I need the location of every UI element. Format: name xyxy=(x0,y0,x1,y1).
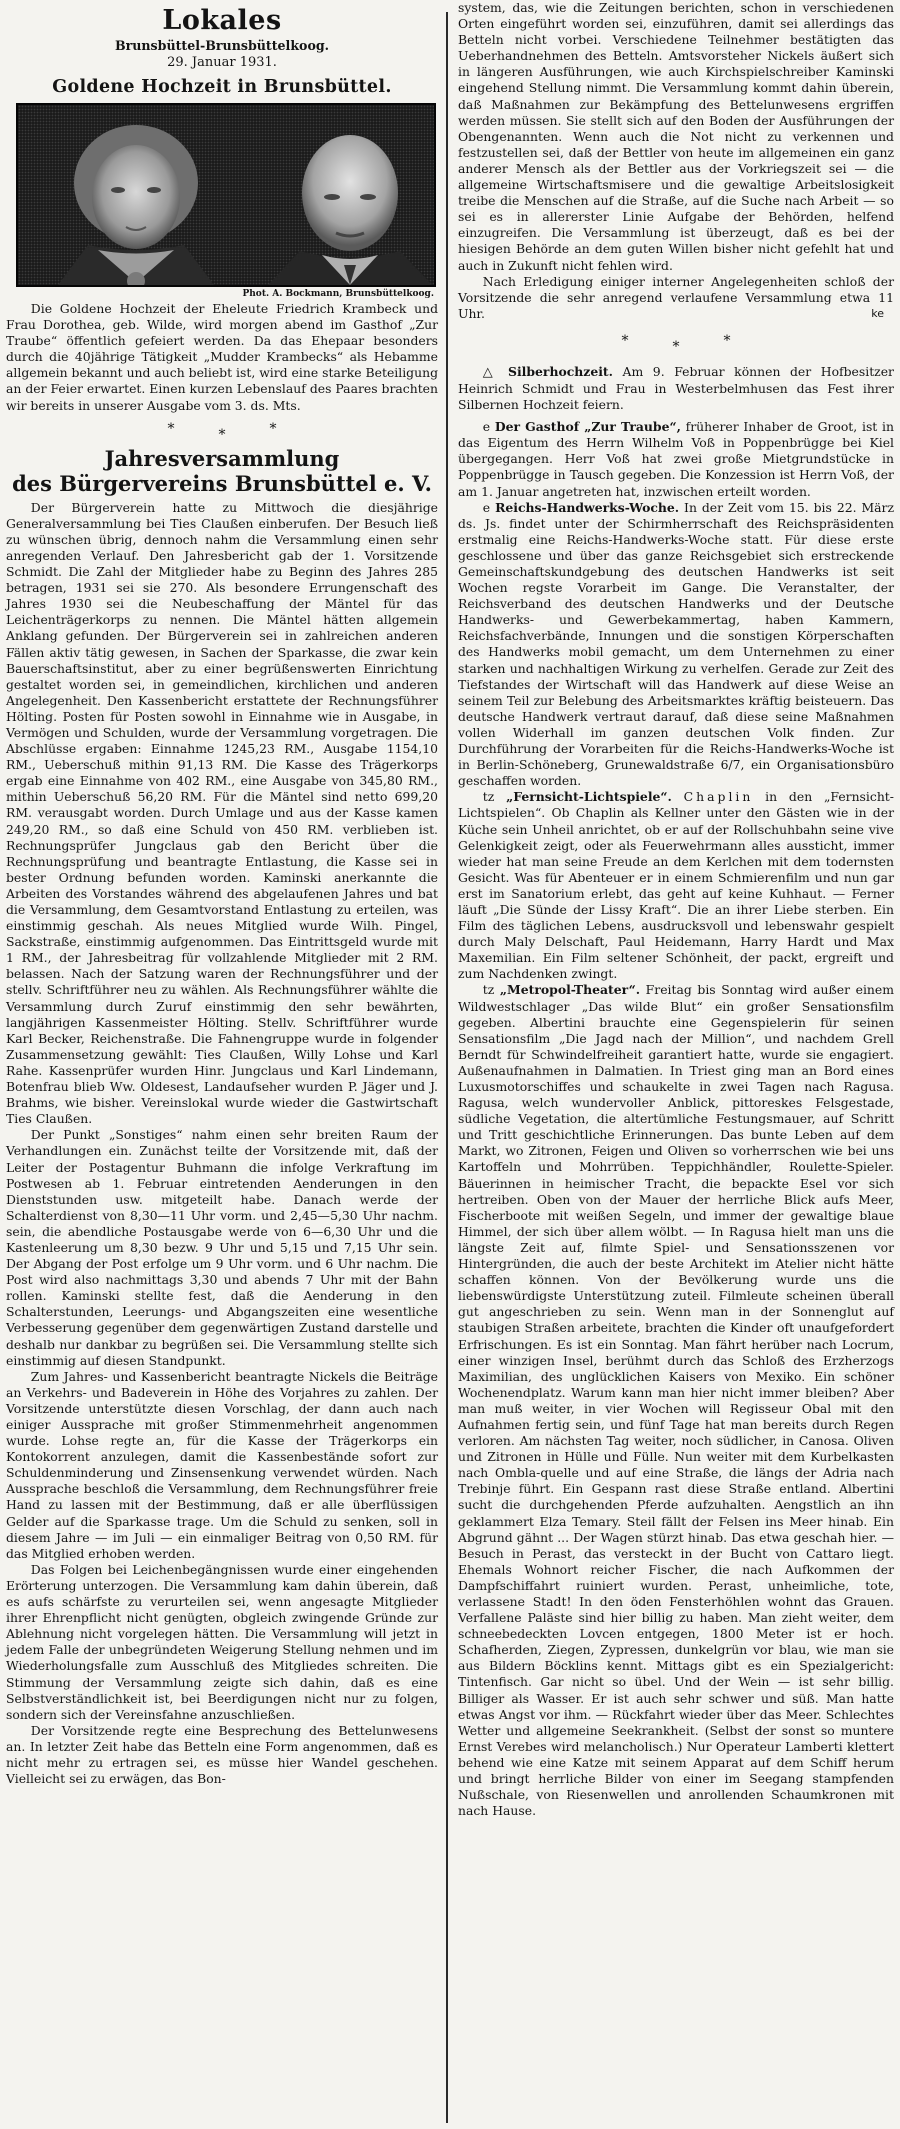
notice-handwerks-woche xyxy=(458,500,894,790)
separator-star: * xyxy=(167,420,219,437)
photo-credit: Phot. A. Bockmann, Brunsbüttelkoog. xyxy=(242,289,434,299)
meeting-paragraph: Zum Jahres- und Kassenbericht beantragte Nickels die Beiträge an Verkehrs- und Badeverein in Höhe des Vorjahres zu zahlen. Der Vorsitzende unterstützte diesen Vorschlag, der dann auch nach einiger Aussprache mit großer Stimmenmehrheit angenommen wurde. Lohse regte an, für die Kasse der Trägerkorps ein Kontokorrent anzulegen, damit die Kassenbestände sofort zur Schuldenminderung und Zinsensenkung verwendet würden. Nach Aussprache beschloß die Versammlung, dem Rechnungsführer freie Hand zu lassen mit der Bestimmung, daß er alle überflüssigen Gelder auf die Sparkasse trage. Um die Schuld zu senken, soll in diesem Jahre — im Juli — ein einmaliger Beitrag von 0,50 RM. für das Mitglied erhoben werden. xyxy=(6,1368,438,1561)
notice-silver-wedding xyxy=(458,364,894,413)
meeting-paragraph: Der Punkt „Sonstiges“ nahm einen sehr breiten Raum der Verhandlungen ein. Zunächst teilte der Vorsitzende mit, daß der Leiter der Postagentur Buhmann die infolge Verkraftung im Postwesen ab 1. Februar eintretenden Aenderungen in den Dienststunden usw. mitgeteilt habe. Danach werde der Schalterdienst von 8,30—11 Uhr vorm. und 2,45—5,30 Uhr nachm. sein, die abendliche Postausgabe werde von 6—6,30 Uhr und die Kastenleerung um 8,30 bezw. 9 Uhr und 5,15 und 7,15 Uhr sein. Der Abgang der Post erfolge um 9 Uhr vorm. und 6 Uhr nachm. Die Post wird also nachmittags 3,30 und abends 7 Uhr mit der Bahn rollen. Kaminski stellte fest, daß die Aenderung in den Schalterstunden, Leerungs- und Abgangszeiten eine wesentliche Verbesserung gegenüber dem gegenwärtigen Zustand darstelle und deshalb nur dankbar zu begrüßen sei. Die Versammlung stellte sich einstimmig auf diesen Standpunkt. xyxy=(6,1127,438,1368)
notice-metropol-theater xyxy=(458,982,894,1819)
meeting-closing-text: Nach Erledigung einiger interner Angelegenheiten schloß der Vorsitzende die sehr anregend verlaufene Versammlung etwa 11 Uhr. xyxy=(458,273,894,321)
annual-meeting-headline-1: Jahresversammlung xyxy=(104,445,340,471)
notice-body: In der Zeit vom 15. bis 22. März ds. Js. findet unter der Schirmherrschaft des Reichspräsidenten erstmalig eine Reichs-Handwerks-Woche statt. Für diese erste geschlossene und über das ganze Reichsgebiet sich erstreckende Gemeinschaftskundgebung des deutschen Handwerks ist seit Wochen regste Vorarbeit im Gange. Die Veranstalter, der Reichsverband des deutschen Handwerks und der Deutsche Handwerks- und Gewerbekammertag, haben Kammern, Reichsfachverbände, Innungen und die sonstigen Körperschaften des Handwerks mobil gemacht, um dem Unternehmen zu einer starken und nachhaltigen Wirkung zu verhelfen. Gerade zur Zeit des Tiefstandes der Wirtschaft will das Handwerk auf diese Weise an seinem Teil zur Belebung des Arbeitsmarktes kräftig beisteuern. Das deutsche Handwerk vertraut darauf, daß diese seine Maßnahmen vollen Widerhall im ganzen deutschen Volk finden. Zur Durchführung der Vorarbeiten für die Reichs-Handwerks-Woche ist in Berlin-Schöneberg, Grunewaldstraße 6/7, ein Organisationsbüro geschaffen worden. xyxy=(458,499,894,789)
separator-star: * xyxy=(269,420,321,437)
annual-meeting-headline-2: des Bürgervereins Brunsbüttel e. V. xyxy=(12,470,432,496)
separator-star: * xyxy=(723,332,775,349)
column-divider xyxy=(446,12,448,2123)
meeting-continuation: system, das, wie die Zeitungen berichten, schon in verschiedenen Orten eingeführt worden sei, einzuführen, damit sei allerdings das Betteln nicht vorbei. Verschiedene Teilnehmer bestätigten das Ueberhandnehmen des Betteln. Amtsvorsteher Nickels äußert sich in längeren Ausführungen, wie auch Kirchspielschreiber Kaminski eingehend Stellung nimmt. Die Versammlung kommt dahin überein, daß Maßnahmen zur Bekämpfung des Bettelunwesens ergriffen werden müssen. Sie stellt sich auf den Boden der Ausführungen der Obengenannten. Wenn auch die Not nicht zu verkennen und festzustellen sei, daß der Bettler von heute im allgemeinen ein ganz anderer Mensch als der Bettler aus der Vorkriegszeit sei — die allgemeine Wirtschaftsmisere und die gewaltige Arbeitslosigkeit treibe die Menschen auf die Straße, auf die Suche nach Arbeit — so sei es in allererster Linie Aufgabe der Behörden, helfend einzugreifen. Die Versammlung ist überzeugt, daß es bei der hiesigen Behörde an dem guten Willen bisher nicht gefehlt hat und auch in Zukunft nicht fehlen wird. xyxy=(458,0,894,273)
separator-star: * xyxy=(672,338,724,355)
right-column xyxy=(458,0,894,2129)
notice-marker: e xyxy=(482,499,491,515)
couple-portrait-image xyxy=(18,105,434,285)
notice-spaced-lead: Chaplin xyxy=(683,789,754,805)
notice-marker: tz xyxy=(482,789,495,805)
notice-title: Der Gasthof „Zur Traube“, xyxy=(494,419,681,435)
notice-gasthof xyxy=(458,419,894,499)
triangle-marker-icon: △ xyxy=(482,364,499,380)
section-separator xyxy=(6,420,438,443)
notice-title: „Metropol-Theater“. xyxy=(499,982,641,998)
section-separator xyxy=(458,332,894,355)
couple-photo xyxy=(16,103,436,287)
golden-wedding-body: Die Goldene Hochzeit der Eheleute Friedrich Krambeck und Frau Dorothea, geb. Wilde, wird morgen abend im Gasthof „Zur Traube“ öffentlich gefeiert werden. Da das Ehepaar besonders durch die 40jährige Tätigkeit „Mudder Krambecks“ als Hebamme allgemein bekannt und auch beliebt ist, wird eine starke Beteiligung an der Feier erwartet. Einen kurzen Lebenslauf des Paares brachten wir bereits in unserer Ausgabe vom 3. ds. Mts. xyxy=(6,301,438,413)
notice-marker: tz xyxy=(482,982,495,998)
notice-body: Am 9. Februar können der Hofbesitzer Heinrich Schmidt und Frau in Westerbelmhusen das Fest ihrer Silbernen Hochzeit feiern. xyxy=(458,363,894,413)
notice-title: Reichs-Handwerks-Woche. xyxy=(495,499,680,515)
notice-body: früherer Inhaber de Groot, ist in das Eigentum des Herrn Wilhelm Voß in Poppenbrügge bei Kiel übergegangen. Herr Voß hat zwei große Mietgrundstücke in Poppenbrügge in Tausch gegeben. Die Konzession ist Herrn Voß, der am 1. Januar angetreten hat, inzwischen erteilt worden. xyxy=(458,419,894,499)
separator-star: * xyxy=(621,332,673,349)
author-signature: ke xyxy=(871,306,884,320)
left-column xyxy=(6,0,438,2129)
issue-date: 29. Januar 1931. xyxy=(167,55,277,70)
notice-marker: e xyxy=(482,419,491,435)
golden-wedding-headline: Goldene Hochzeit in Brunsbüttel. xyxy=(52,77,392,97)
meeting-closing xyxy=(458,274,894,322)
notice-title: „Fernsicht-Lichtspiele“. xyxy=(506,789,672,805)
notice-body: in den „Fernsicht-Lichtspielen“. Ob Chaplin als Kellner unter den Gästen wie in der Küche sein Unheil anrichtet, ob er auf der Rollschuhbahn seine vive Gelenkigkeit zeigt, oder als Feuerwehrmann alles aussticht, immer wieder hat man seine Freude an dem Kerlchen mit dem todernsten Gesicht. Was für Abenteuer er in einem Schmierenfilm und nun gar erst im Sanatorium erlebt, das geht auf keine Kuhhaut. — Ferner läuft „Die Sünde der Lissy Kraft“. Die an ihrer Liebe sterben. Ein Film des täglichen Lebens, ausdrucksvoll und lebenswahr gespielt durch Maly Delschaft, Paul Heidemann, Harry Hardt und Max Maxemilian. Ein Film seltener Schönheit, der packt, ergreift und zum Nachdenken zwingt. xyxy=(458,789,894,982)
meeting-paragraph: Das Folgen bei Leichenbegängnissen wurde einer eingehenden Erörterung unterzogen. Die Versammlung kam dahin überein, daß es aufs schärfste zu verurteilen sei, wenn angesagte Mitglieder ihrer Ehrenpflicht nicht genügten, obgleich zwingende Gründe zur Ablehnung nicht vorgelegen hätten. Die Versammlung will jetzt in jedem Falle der unbegründeten Weigerung Stellung nehmen und im Wiederholungsfalle zum Ausschluß des Mitgliedes schreiten. Die Stimmung der Versammlung zeigte sich dahin, daß es eine Selbstverständlichkeit ist, bei Beerdigungen nicht nur zu folgen, sondern sich der Vereinsfahne anzuschließen. xyxy=(6,1561,438,1722)
meeting-paragraph: Der Bürgerverein hatte zu Mittwoch die diesjährige Generalversammlung bei Ties Claußen einberufen. Der Besuch ließ zu wünschen übrig, dennoch nahm die Versammlung einen sehr anregenden Verlauf. Den Jahresbericht gab der 1. Vorsitzende Schmidt. Die Zahl der Mitglieder habe zu Beginn des Jahres 285 betragen, 1931 sei sie 270. Als besondere Errungenschaft des Jahres 1930 sei die Neubeschaffung der Mäntel für das Leichenträgerkorps zu nennen. Die Mäntel hätten allgemein Anklang gefunden. Der Bürgerverein sei in zahlreichen anderen Fällen aktiv tätig gewesen, in Sachen der Sparkasse, die zwar kein Bauerschaftsinstitut, aber zu einer begrüßenswerten Einrichtung gestaltet worden sei, in gemeindlichen, kirchlichen und anderen Angelegenheit. Den Kassenbericht erstattete der Rechnungsführer Hölting. Posten für Posten sowohl in Einnahme wie in Ausgabe, in Vermögen und Schulden, wurde der Versammlung vorgetragen. Die Abschlüsse ergaben: Einnahme 1245,23 RM., Ausgabe 1154,10 RM., Ueberschuß mithin 91,13 RM. Die Kasse des Trägerkorps ergab eine Einnahme von 402 RM., eine Ausgabe von 345,80 RM., mithin Ueberschuß 56,20 RM. Für die Mäntel sind netto 699,20 RM. verausgabt worden. Durch Umlage und aus der Kasse kamen 249,20 RM., so daß eine Schuld von 450 RM. verblieben ist. Rechnungsprüfer Jungclaus gab den Bericht über die Rechnungsprüfung und beantragte Entlastung, die Kasse sei in bester Ordnung befunden worden. Kaminski anerkannte die Arbeiten des Vorstandes während des abgelaufenen Jahres und bat die Versammlung, dem Gesamtvorstand Entlastung zu erteilen, was einstimmig geschah. Als neues Mitglied wurde Wilh. Pingel, Sackstraße, einstimmig aufgenommen. Das Eintrittsgeld wurde mit 1 RM., der Jahresbeitrag für vollzahlende Mitglieder mit 2 RM. belassen. Nach der Satzung waren der Rechnungsführer und der stellv. Schriftführer neu zu wählen. Als Rechnungsführer wählte die Versammlung durch Zuruf einstimmig den sehr bewährten, langjährigen Kassenmeister Hölting. Stellv. Schriftführer wurde Karl Becker, Reichenstraße. Die Fahnengruppe wurde in folgender Zusammensetzung gewählt: Ties Claußen, Willy Lohse und Karl Rahe. Kassenprüfer wurden Hinr. Jungclaus und Karl Lindemann, Botenfrau blieb Ww. Oldesest, Landaufseher wurden P. Jäger und J. Brahms, wie bisher. Vereinslokal wurde wieder die Gastwirtschaft Ties Claußen. xyxy=(6,499,438,1127)
notice-title: Silberhochzeit. xyxy=(508,363,613,379)
meeting-paragraph: Der Vorsitzende regte eine Besprechung des Bettelunwesens an. In letzter Zeit habe das Betteln eine Form angenommen, daß es nicht mehr zu ertragen sei, es müsse hier Wandel geschehen. Vielleicht sei zu erwägen, das Bon- xyxy=(6,1722,438,1787)
dateline: Brunsbüttel-Brunsbüttelkoog. xyxy=(114,38,330,53)
separator-star: * xyxy=(218,426,270,443)
section-title: Lokales xyxy=(162,5,282,36)
notice-fernsicht-lichtspiele xyxy=(458,789,894,982)
notice-body: Freitag bis Sonntag wird außer einem Wildwestschlager „Das wilde Blut“ ein großer Sensationsfilm gegeben. Albertini brauchte eine Gegenspielerin für seinen Sensationsfilm „Die Jagd nach der Million“, und nachdem Grell Berndt für Schwindelfreiheit garantiert hatte, wurde sie engagiert. Außenaufnahmen in Dalmatien. In Triest ging man an Bord eines Luxusmotorschiffes und schaukelte in zwei Tagen nach Ragusa. Ragusa, welch wundervoller Anblick, pittoreskes Felsgestade, südliche Vegetation, die altertümliche Festungsmauer, auf Schritt und Tritt geschichtliche Erinnerungen. Das bunte Leben auf dem Markt, wo Zitronen, Feigen und Oliven so vorherrschen wie bei uns Kartoffeln und Mohrrüben. Teppichhändler, Roulette-Spieler. Bäuerinnen in heimischer Tracht, die bepackte Esel vor sich hertreiben. Oben von der Mauer der herrliche Blick aufs Meer, Fischerboote mit weißen Segeln, und immer der gewaltige blaue Himmel, der sich über allem wölbt. — In Ragusa hielt man uns die längste Zeit auf, filmte Spiel- und Sensationsszenen vor Hintergründen, die auch der beste Architekt im Atelier nicht hätte schaffen können. Von der Bevölkerung wurde uns die liebenswürdigste Unterstützung zuteil. Filmleute scheinen überall gut angeschrieben zu sein. Wenn man in der Sonnenglut auf staubigen Straßen arbeitete, brachten die Kinder oft unaufgefordert Erfrischungen. Es ist ein Sonntag. Man fährt herüber nach Locrum, einer winzigen Insel, berühmt durch das Schloß des Erzherzogs Maximilian, des unglücklichen Kaisers von Mexiko. Ein schöner Wochenendplatz. Warum kann man hier nicht immer bleiben? Aber man muß weiter, in vier Wochen will Regisseur Obal mit den Aufnahmen fertig sein, und fünf Tage hat man bereits durch Regen verloren. Am nächsten Tag weiter, noch südlicher, in Canosa. Oliven und Zitronen in Hülle und Fülle. Nun weiter mit dem Kurbelkasten nach Ombla-quelle und auf eine Straße, die längs der Adria nach Trebinje führt. Ein Gespann rast diese Straße entland. Albertini sucht die durchgehenden Pferde aufzuhalten. Aengstlich an ihn geklammert Elza Temary. Steil fällt der Felsen ins Meer hinab. Ein Abgrund gähnt ... Der Wagen stürzt hinab. Das etwa geschah hier. — Besuch in Perast, das versteckt in der Bucht von Cattaro liegt. Ehemals Wohnort reicher Fischer, die nach Aufkommen der Dampfschiffahrt ruiniert wurden. Perast, unheimliche, tote, verlassene Stadt! In den öden Fensterhöhlen wohnt das Grauen. Verfallene Paläste sind hier billig zu haben. Man zieht weiter, dem schneebedeckten Lovcen entgegen, 1800 Meter ist er hoch. Schafherden, Ziegen, Zypressen, dunkelgrün vor blau, wie man sie aus Bildern Böcklins kennt. Mittags gibt es ein Spezialgericht: Tintenfisch. Gar nicht so übel. Und der Wein — ist sehr billig. Billiger als Wasser. Er ist auch sehr schwer und süß. Man hatte etwas Angst vor ihm. — Rückfahrt wieder über das Meer. Schlechtes Wetter und allgemeine Seekrankheit. (Selbst der sonst so muntere Ernst Verebes wird melancholisch.) Nur Operateur Lamberti klettert behend wie eine Katze mit seinem Apparat auf dem Schiff herum und bringt herrliche Bilder von einer im Seegang stampfenden Nußschale, von Riesenwellen und anrollenden Schaumkronen mit nach Hause. xyxy=(458,982,894,1819)
